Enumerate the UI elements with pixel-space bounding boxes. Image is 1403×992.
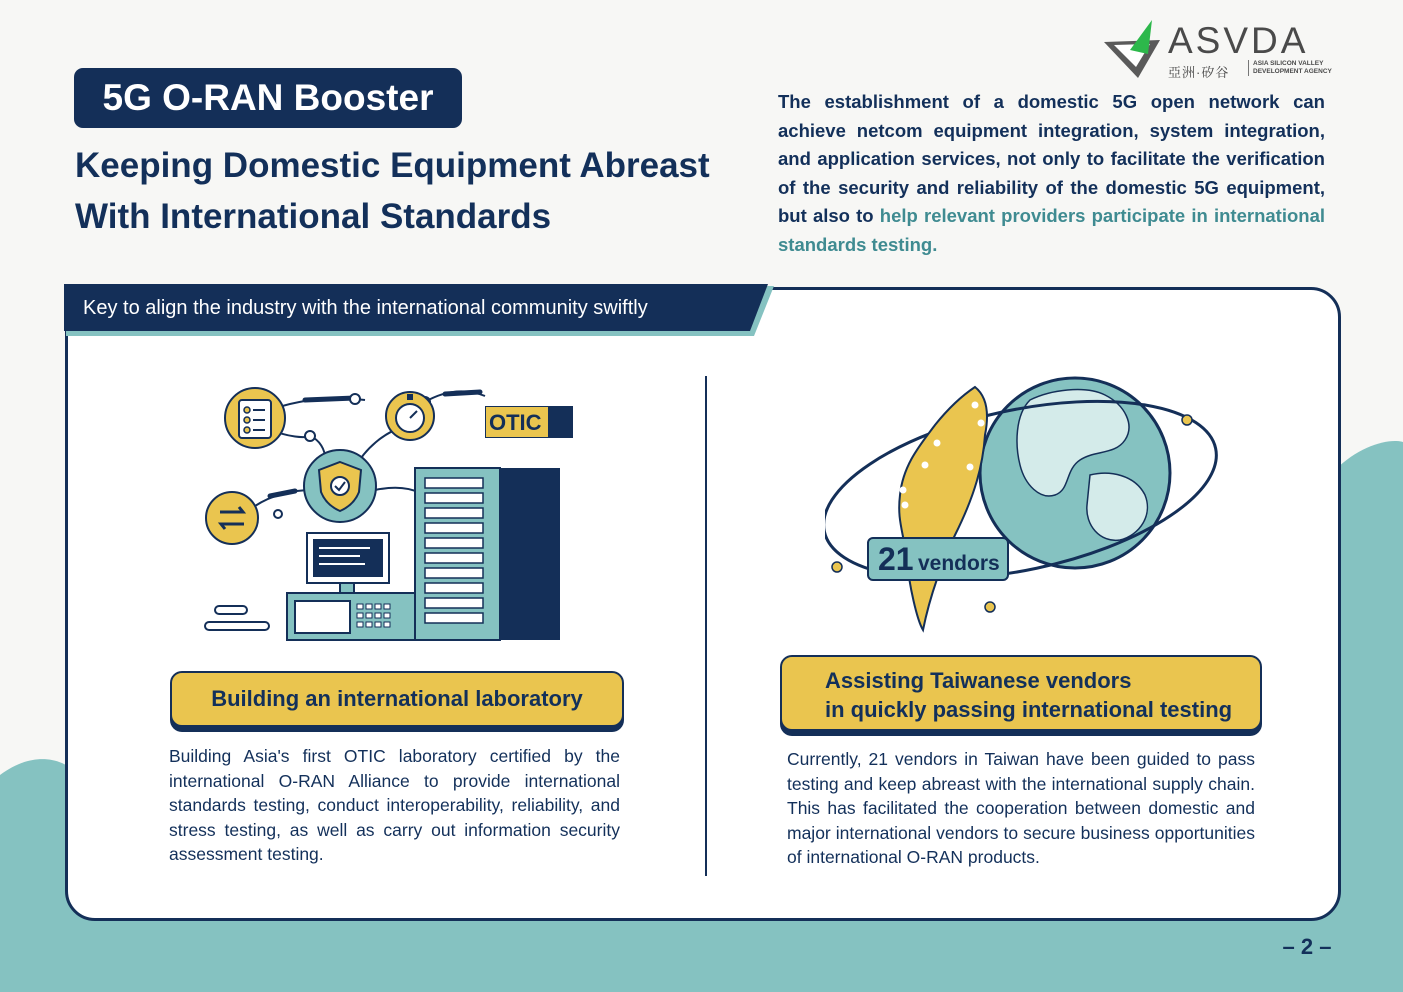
vendor-count-number: 21 [878, 541, 914, 577]
vendor-count-badge [868, 538, 1008, 580]
asvda-logo [1100, 18, 1332, 80]
logo-wordmark: ASVDA [1168, 20, 1309, 61]
logo-subtitle [1248, 60, 1335, 76]
headline-line1: Keeping Domestic Equipment Abreast [75, 146, 710, 185]
section-tab-label: Key to align the industry with the international community swiftly [83, 297, 648, 319]
logo-chinese: 亞洲·矽谷 [1168, 65, 1230, 80]
otic-label-text: OTIC [489, 410, 542, 435]
exchange-icon [206, 492, 258, 544]
vendor-count-word: vendors [918, 552, 1000, 575]
computer-icon [287, 533, 415, 640]
section-tab [64, 284, 776, 336]
right-section-title [780, 655, 1262, 731]
page-headline [75, 140, 765, 242]
headline-line2: With International Standards [75, 197, 552, 236]
intro-highlight: help relevant providers participate in international standards testing. [778, 205, 1326, 255]
intro-text: The establishment of a domestic 5G open network can achieve netcom equipment integration, system integration, and application services, not only to facilitate the verification of the security and reliability of the domestic 5G equipment, but also to [778, 91, 1325, 227]
checklist-icon [225, 388, 285, 448]
logo-subtitle-line1: ASIA SILICON VALLEY [1253, 60, 1324, 67]
asvda-logo-mark-icon [1100, 18, 1170, 80]
server-rack-icon [415, 468, 560, 640]
otic-label [485, 406, 573, 438]
right-section-title-line1: Assisting Taiwanese vendors [825, 668, 1132, 693]
left-section-title: Building an international laboratory [170, 671, 624, 727]
logo-subtitle-line2: DEVELOPMENT AGENCY [1253, 68, 1332, 75]
program-badge: 5G O-RAN Booster [74, 68, 462, 128]
gauge-icon [386, 392, 434, 440]
right-section-title-line2: in quickly passing international testing [825, 697, 1233, 722]
shield-icon [304, 450, 376, 522]
globe-icon [980, 378, 1170, 568]
column-divider [705, 376, 707, 876]
intro-paragraph [778, 88, 1325, 260]
right-section-body: Currently, 21 vendors in Taiwan have been guided to pass testing and keep abreast with the international supply chain. This has facilitated the cooperation between domestic and major international vendors to secure business opportunities of international O-RAN products. [787, 749, 1255, 868]
left-section-body: Building Asia's first OTIC laboratory certified by the international O-RAN Alliance to provide international standards testing, conduct interoperability, reliability, and stress testing, as well as carry out information security assessment testing. [169, 746, 620, 865]
taiwan-globe-illustration [825, 355, 1225, 640]
page-number: – 2 – [1282, 934, 1332, 959]
lab-illustration [195, 378, 585, 648]
